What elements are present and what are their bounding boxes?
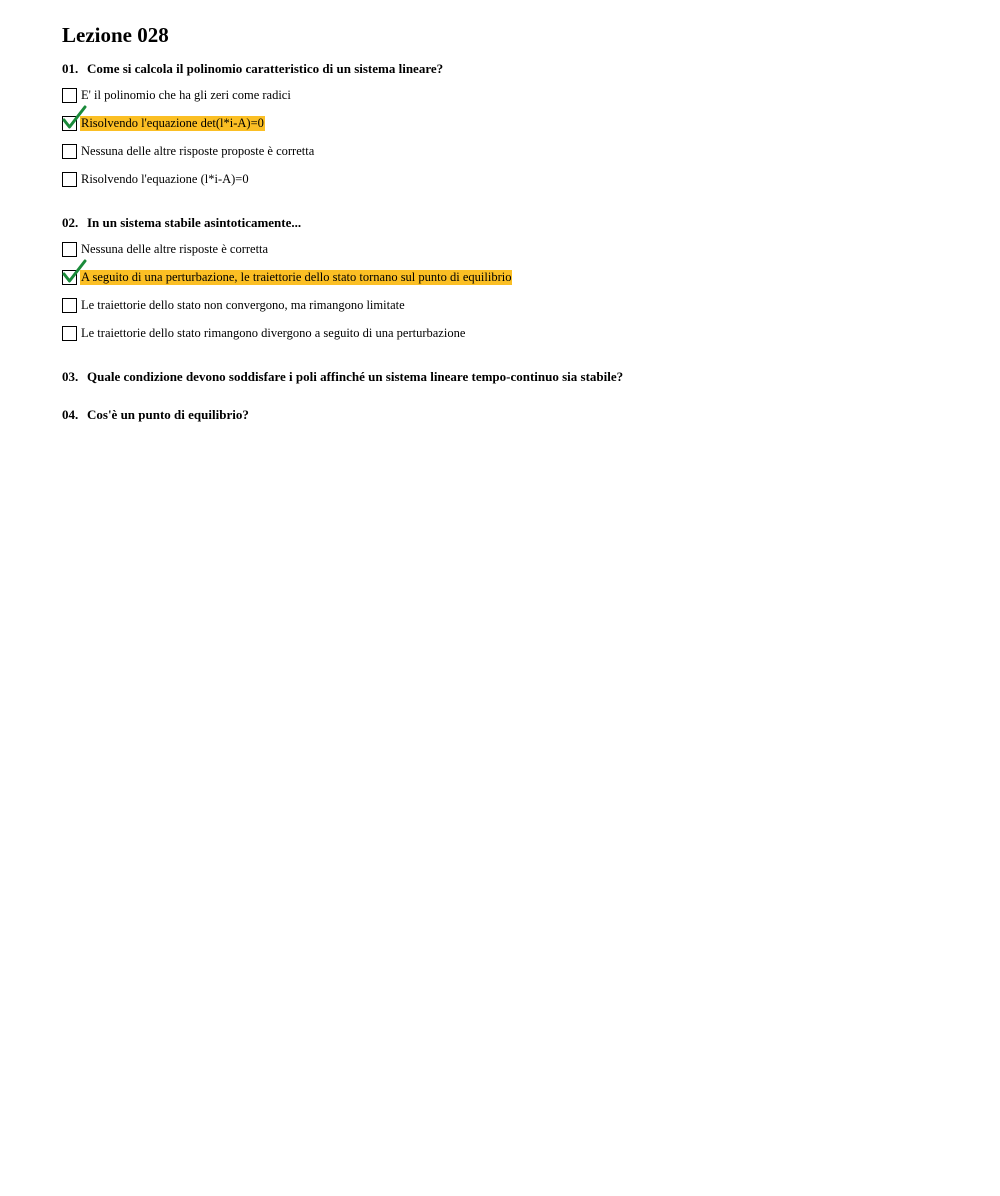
answer-text: Nessuna delle altre risposte è corretta <box>81 241 269 256</box>
answer-list <box>62 81 962 193</box>
answer-option-correct[interactable] <box>62 263 962 291</box>
checkmark-glyph <box>62 259 88 285</box>
question-heading <box>62 369 962 385</box>
answer-text: Risolvendo l'equazione det(l*i-A)=0 <box>81 115 264 130</box>
checkmark-stroke <box>64 107 85 127</box>
answer-option-correct[interactable] <box>62 109 962 137</box>
question-1 <box>62 61 962 193</box>
answer-option[interactable] <box>62 165 962 193</box>
question-number: 03. <box>62 369 79 384</box>
answer-text: Le traiettorie dello stato rimangono divergono a seguito di una perturbazione <box>81 325 466 340</box>
question-heading <box>62 215 962 231</box>
checkmark-stroke <box>64 261 85 281</box>
question-heading <box>62 61 962 77</box>
question-4 <box>62 407 962 423</box>
question-text: Cos'è un punto di equilibrio? <box>87 407 249 422</box>
question-heading <box>62 407 962 423</box>
checkbox-empty-icon[interactable] <box>62 242 77 257</box>
quiz-page <box>62 22 962 423</box>
answer-option[interactable] <box>62 319 962 347</box>
question-text: Quale condizione devono soddisfare i poli affinché un sistema lineare tempo-continuo sia stabile? <box>87 369 624 384</box>
question-number: 01. <box>62 61 79 76</box>
answer-text: Le traiettorie dello stato non convergono, ma rimangono limitate <box>81 297 405 312</box>
answer-text: Risolvendo l'equazione (l*i-A)=0 <box>81 171 249 186</box>
answer-option[interactable] <box>62 137 962 165</box>
question-text: In un sistema stabile asintoticamente... <box>87 215 302 230</box>
question-number: 02. <box>62 215 79 230</box>
checkmark-glyph <box>62 105 88 131</box>
question-list <box>62 61 962 423</box>
checkbox-empty-icon[interactable] <box>62 144 77 159</box>
checkbox-empty-icon[interactable] <box>62 88 77 103</box>
answer-list <box>62 235 962 347</box>
checkbox-empty-icon[interactable] <box>62 326 77 341</box>
answer-text: E' il polinomio che ha gli zeri come radici <box>81 87 291 102</box>
lesson-title: Lezione 028 <box>62 23 169 47</box>
question-text: Come si calcola il polinomio caratteristico di un sistema lineare? <box>87 61 444 76</box>
answer-text: Nessuna delle altre risposte proposte è corretta <box>81 143 315 158</box>
question-2 <box>62 215 962 347</box>
checkmark-icon[interactable] <box>62 270 77 285</box>
answer-option[interactable] <box>62 235 962 263</box>
question-number: 04. <box>62 407 79 422</box>
answer-option[interactable] <box>62 291 962 319</box>
checkbox-empty-icon[interactable] <box>62 298 77 313</box>
checkbox-empty-icon[interactable] <box>62 172 77 187</box>
question-3 <box>62 369 962 385</box>
answer-text: A seguito di una perturbazione, le traiettorie dello stato tornano sul punto di equilibrio <box>81 269 512 284</box>
answer-option[interactable] <box>62 81 962 109</box>
checkmark-icon[interactable] <box>62 116 77 131</box>
